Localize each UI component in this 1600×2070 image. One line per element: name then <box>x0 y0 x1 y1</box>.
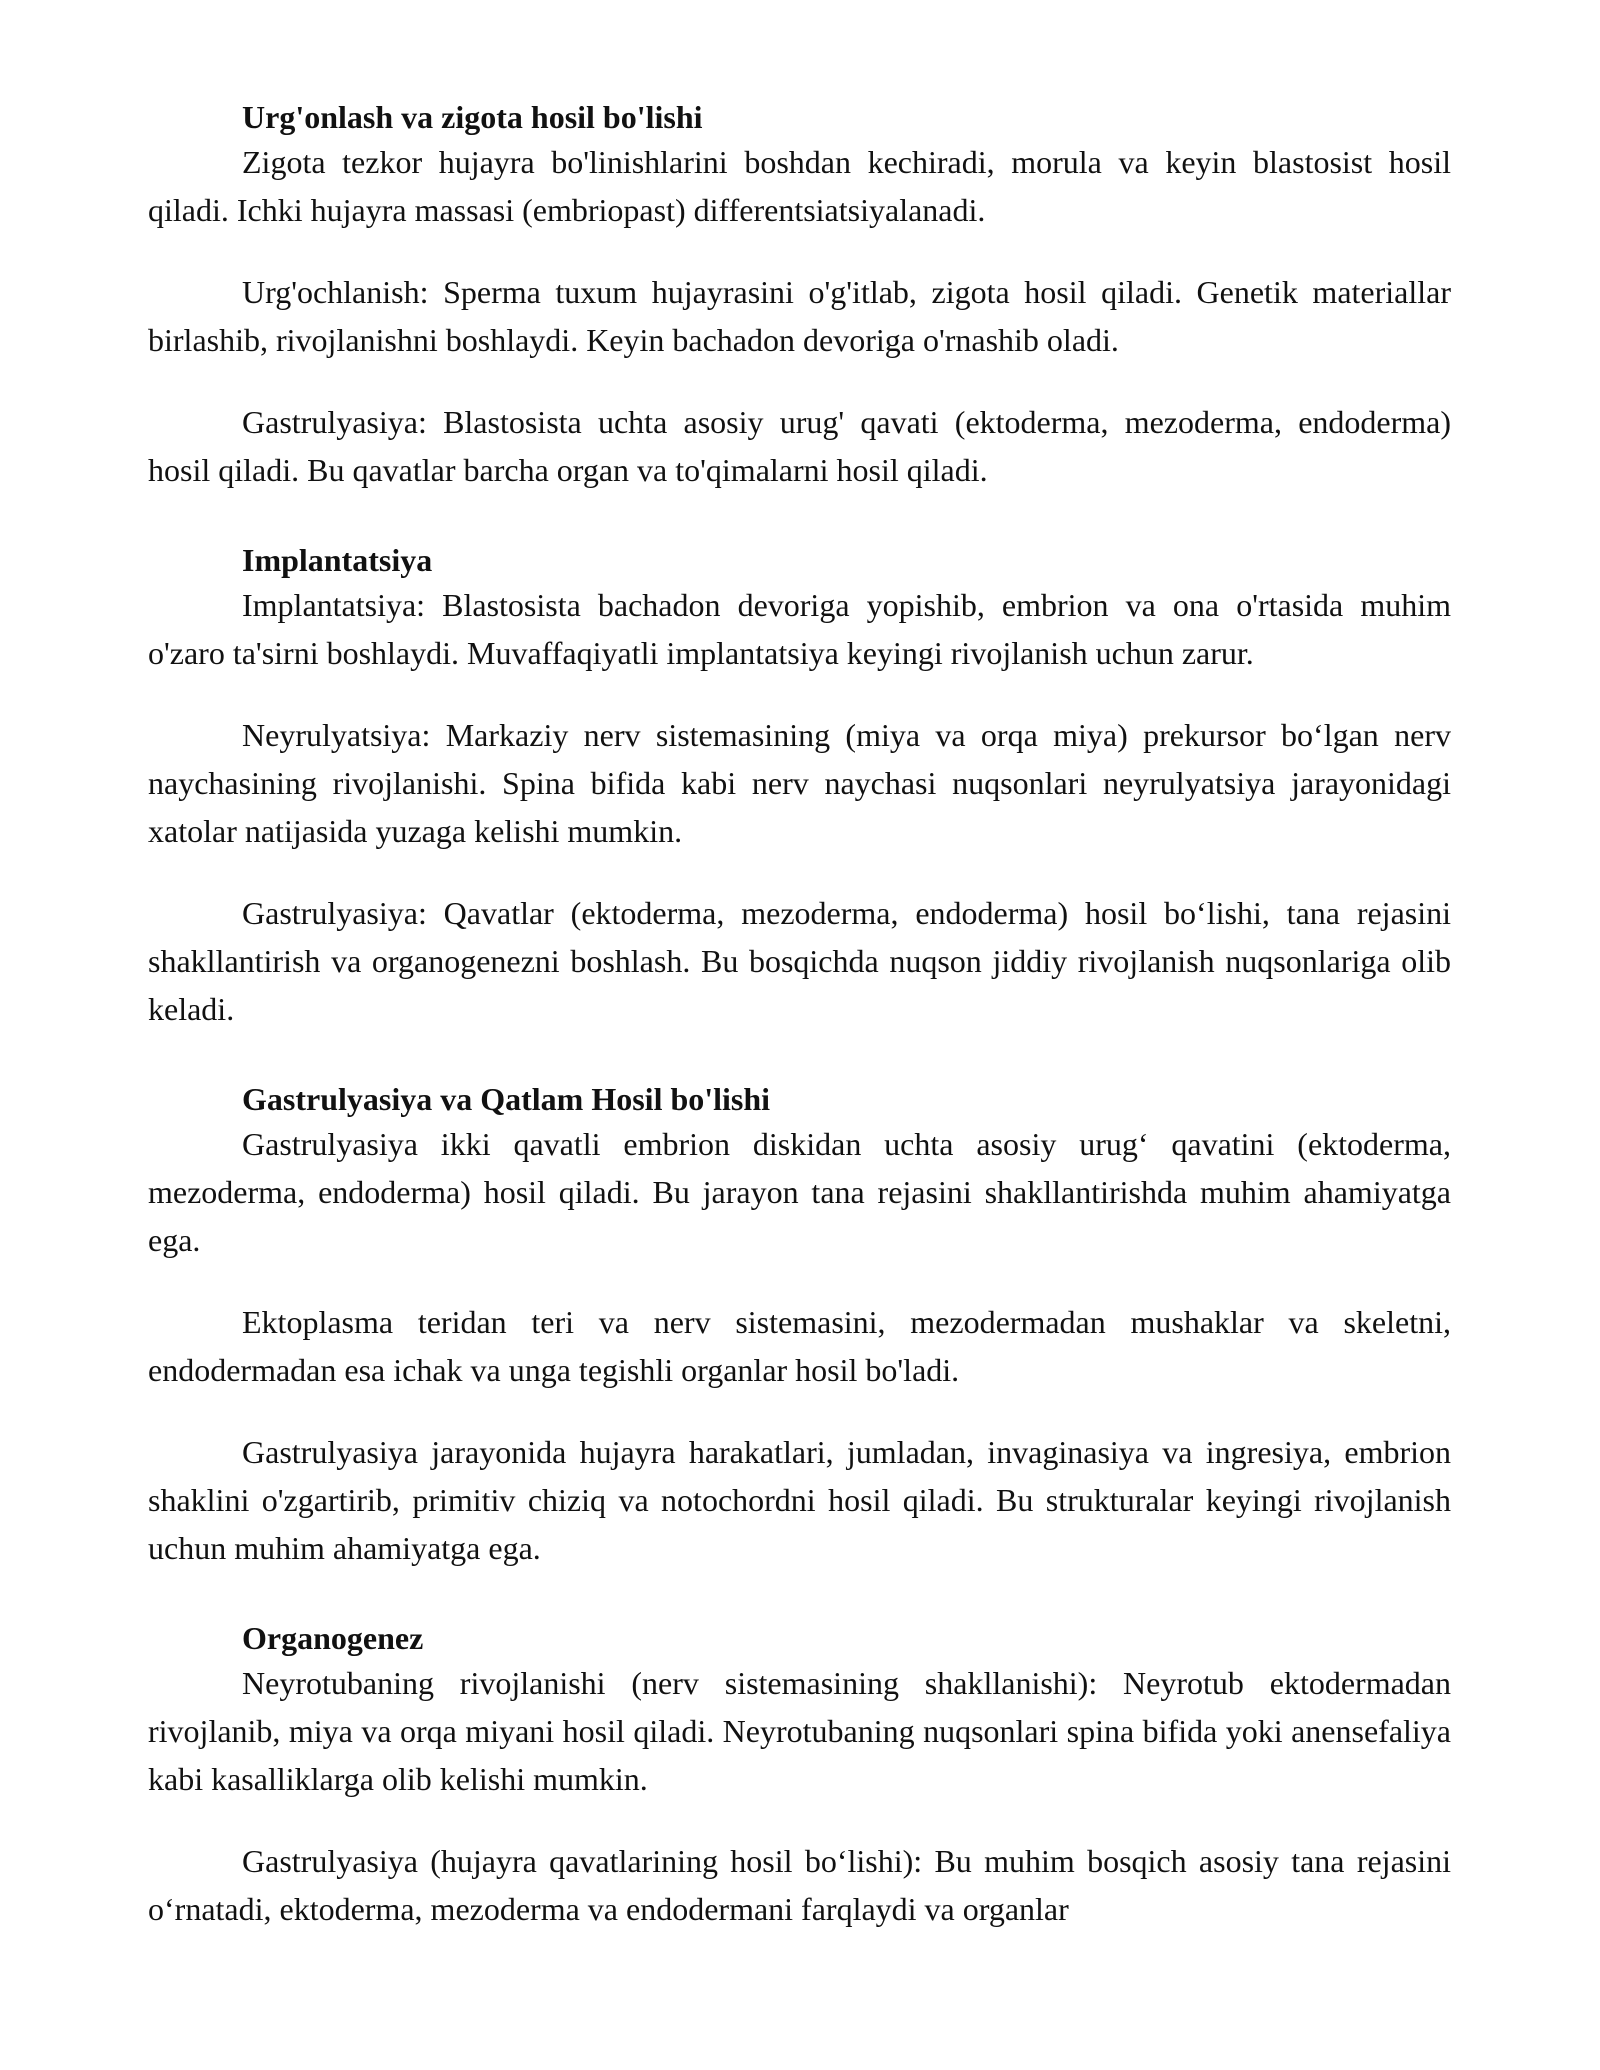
paragraph: Neyrotubaning rivojlanishi (nerv sistemasining shakllanishi): Neyrotub ektodermadan rivojlanib, miya va orqa miyani hosil qiladi. Neyrotubaning nuqsonlari spina bifida yoki anensefaliya kabi kasalliklarga olib kelishi mumkin. <box>148 1665 1451 1797</box>
paragraph: Gastrulyasiya (hujayra qavatlarining hosil bo‘lishi): Bu muhim bosqich asosiy tana rejasini o‘rnatadi, ektoderma, mezoderma va endodermani farqlaydi va organlar <box>148 1843 1451 1927</box>
paragraph: Urg'ochlanish: Sperma tuxum hujayrasini o'g'itlab, zigota hosil qiladi. Genetik materiallar birlashib, rivojlanishni boshlaydi. Keyin bachadon devoriga o'rnashib oladi. <box>148 274 1451 358</box>
section-heading: Urg'onlash va zigota hosil bo'lishi <box>242 99 703 135</box>
paragraph: Gastrulyasiya: Qavatlar (ektoderma, mezoderma, endoderma) hosil bo‘lishi, tana rejasini shakllantirish va organogenezni boshlash. Bu bosqichda nuqson jiddiy rivojlanish nuqsonlariga olib keladi. <box>148 895 1451 1027</box>
paragraph: Neyrulyatsiya: Markaziy nerv sistemasining (miya va orqa miya) prekursor bo‘lgan nerv naychasining rivojlanishi. Spina bifida kabi nerv naychasi nuqsonlari neyrulyatsiya jarayonidagi xatolar natijasida yuzaga kelishi mumkin. <box>148 717 1451 849</box>
document-page <box>148 96 1451 1933</box>
paragraph: Gastrulyasiya: Blastosista uchta asosiy urug' qavati (ektoderma, mezoderma, endoderma) hosil qiladi. Bu qavatlar barcha organ va to'qimalarni hosil qiladi. <box>148 404 1451 488</box>
section-heading: Gastrulyasiya va Qatlam Hosil bo'lishi <box>242 1081 771 1117</box>
section-organogenesis <box>148 1617 1451 1933</box>
section-implantation <box>148 539 1451 1033</box>
paragraph: Zigota tezkor hujayra bo'linishlarini boshdan kechiradi, morula va keyin blastosist hosil qiladi. Ichki hujayra massasi (embriopast) differentsiatsiyalanadi. <box>148 144 1451 228</box>
section-heading: Implantatsiya <box>242 542 433 578</box>
paragraph: Ektoplasma teridan teri va nerv sistemasini, mezodermadan mushaklar va skeletni, endodermadan esa ichak va unga tegishli organlar hosil bo'ladi. <box>148 1304 1451 1388</box>
paragraph: Gastrulyasiya jarayonida hujayra harakatlari, jumladan, invaginasiya va ingresiya, embrion shaklini o'zgartirib, primitiv chiziq va notochordni hosil qiladi. Bu strukturalar keyingi rivojlanish uchun muhim ahamiyatga ega. <box>148 1434 1451 1566</box>
section-heading: Organogenez <box>242 1620 424 1656</box>
paragraph: Implantatsiya: Blastosista bachadon devoriga yopishib, embrion va ona o'rtasida muhim o'zaro ta'sirni boshlaydi. Muvaffaqiyatli implantatsiya keyingi rivojlanish uchun zarur. <box>148 587 1451 671</box>
paragraph: Gastrulyasiya ikki qavatli embrion diskidan uchta asosiy urug‘ qavatini (ektoderma, mezoderma, endoderma) hosil qiladi. Bu jarayon tana rejasini shakllantirishda muhim ahamiyatga ega. <box>148 1126 1451 1258</box>
section-gastrulation <box>148 1078 1451 1572</box>
section-fertilization <box>148 96 1451 494</box>
